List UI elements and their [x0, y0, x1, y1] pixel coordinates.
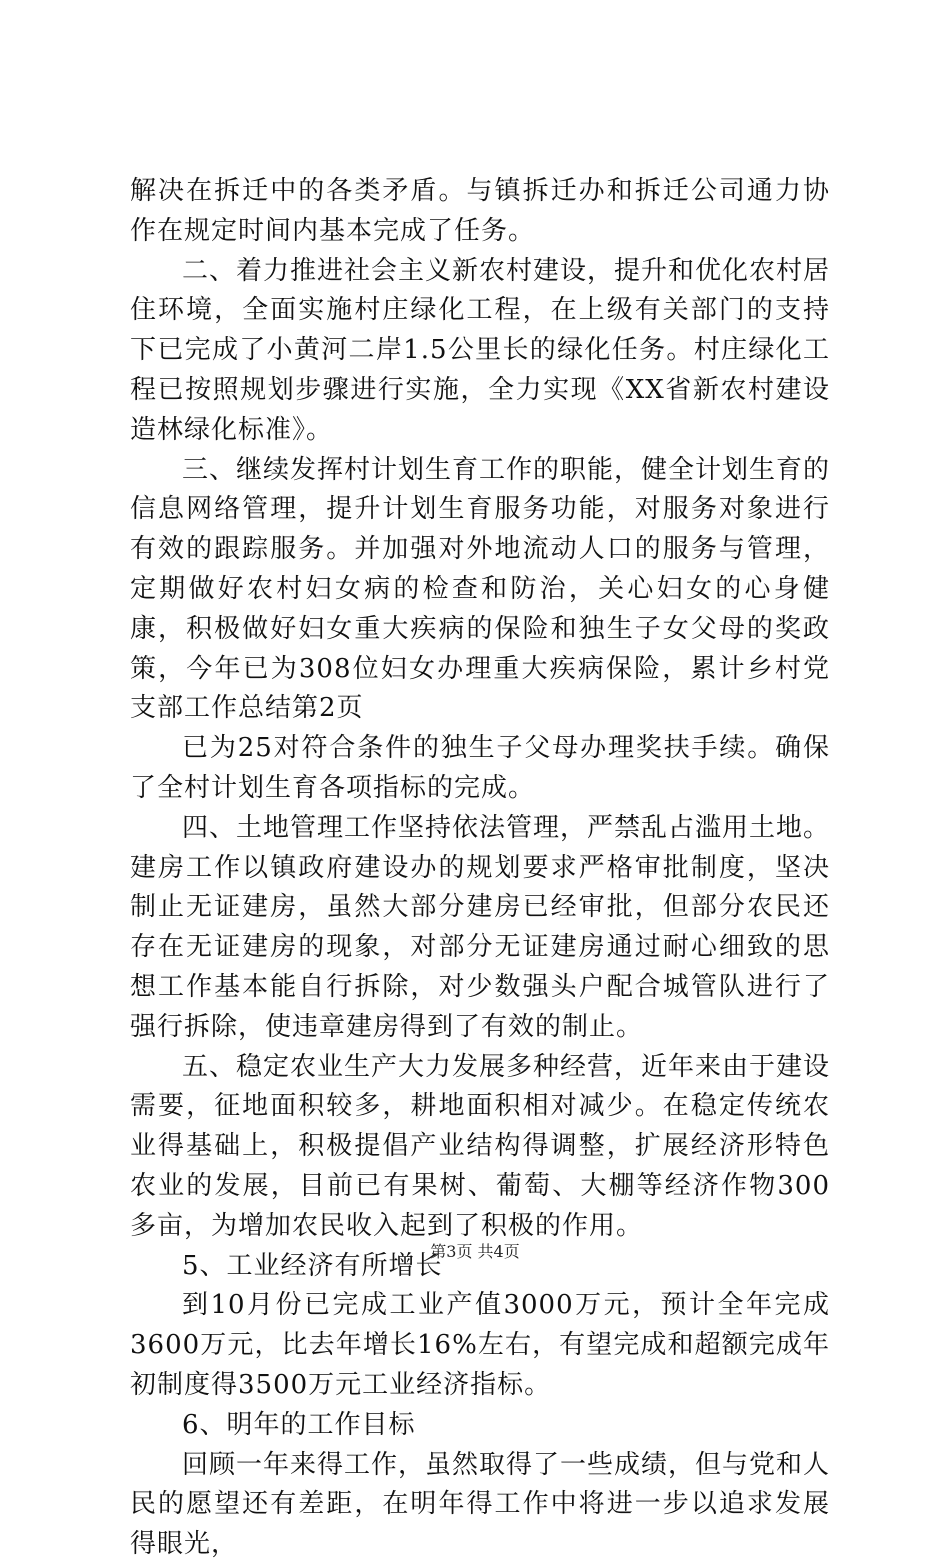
paragraph-section-5: 五、稳定农业生产大力发展多种经营，近年来由于建设需要，征地面积较多，耕地面积相对减少。在稳定传统农业得基础上，积极提倡产业结构得调整，扩展经济形特色农业的发展，目前已有果树、葡萄、大棚等经济作物300多亩，为增加农民收入起到了积极的作用。 [130, 1051, 831, 1241]
paragraph-section-4: 四、土地管理工作坚持依法管理，严禁乱占滥用土地。建房工作以镇政府建设办的规划要求严格审批制度，坚决制止无证建房，虽然大部分建房已经审批，但部分农民还存在无证建房的现象，对部分无证建房通过耐心细致的思想工作基本能自行拆除，对少数强头户配合城管队进行了强行拆除，使违章建房得到了有效的制止。 [130, 812, 831, 1042]
paragraph-next-year-goals: 回顾一年来得工作，虽然取得了一些成绩，但与党和人民的愿望还有差距，在明年得工作中将进一步以追求发展得眼光， [130, 1449, 831, 1560]
page-footer: 第3页 共4页 [430, 1242, 520, 1261]
heading-industrial-economy: 5、工业经济有所增长 [182, 1250, 443, 1281]
heading-next-year-goals: 6、明年的工作目标 [182, 1409, 416, 1440]
paragraph-section-2: 二、着力推进社会主义新农村建设，提升和优化农村居住环境，全面实施村庄绿化工程，在上级有关部门的支持下已完成了小黄河二岸1.5公里长的绿化任务。村庄绿化工程已按照规划步骤进行实施，全力实现《XX省新农村建设造林绿化标准》。 [130, 255, 831, 445]
document-body [130, 172, 830, 1565]
paragraph-continuation: 解决在拆迁中的各类矛盾。与镇拆迁办和拆迁公司通力协作在规定时间内基本完成了任务。 [130, 176, 830, 246]
paragraph-section-3: 三、继续发挥村计划生育工作的职能，健全计划生育的信息网络管理，提升计划生育服务功能，对服务对象进行有效的跟踪服务。并加强对外地流动人口的服务与管理，定期做好农村妇女病的检查和防治，关心妇女的心身健康，积极做好妇女重大疾病的保险和独生子女父母的奖政策，今年已为308位妇女办理重大疾病保险，累计乡村党支部工作总结第2页 [130, 454, 831, 724]
paragraph-section-3-continued: 已为25对符合条件的独生子父母办理奖扶手续。确保了全村计划生育各项指标的完成。 [130, 733, 830, 803]
paragraph-industrial-economy: 到10月份已完成工业产值3000万元，预计全年完成3600万元，比去年增长16%左右，有望完成和超额完成年初制度得3500万元工业经济指标。 [130, 1290, 830, 1400]
